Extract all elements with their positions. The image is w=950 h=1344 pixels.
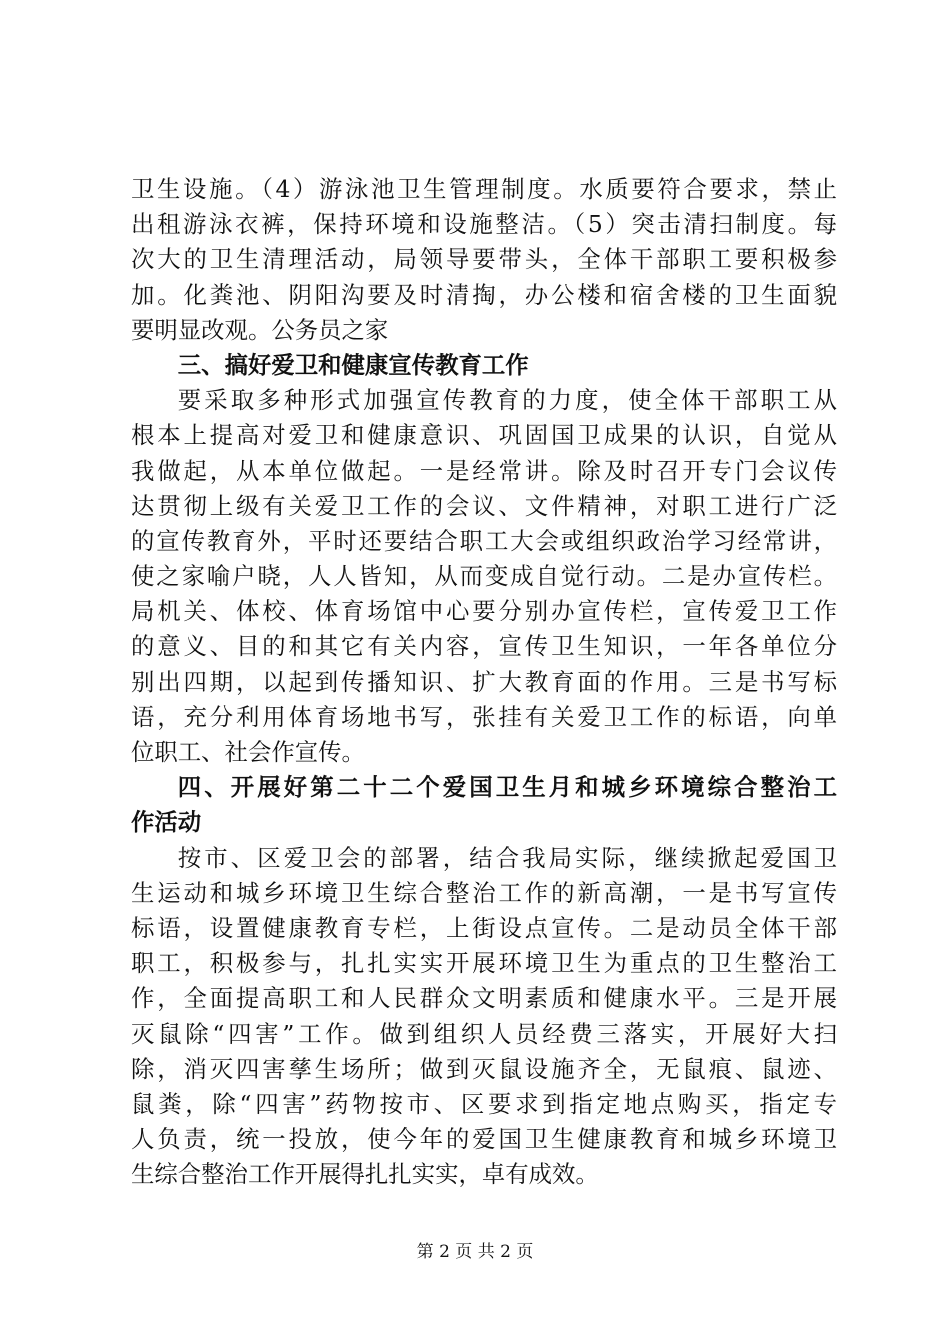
page-footer: 第 2 页 共 2 页 — [416, 1242, 534, 1262]
section-heading-line: 四、开展好第二十二个爱国卫生月和城乡环境综合整治工 — [177, 773, 837, 802]
section-heading-line: 作活动 — [131, 808, 202, 837]
paragraph-line: 要明显改观。公务员之家 — [131, 315, 389, 344]
paragraph-line: 我做起，从本单位做起。一是经常讲。除及时召开专门会议传 — [131, 456, 837, 485]
document-body — [131, 172, 837, 1192]
paragraph-line: 的意义、目的和其它有关内容，宣传卫生知识，一年各单位分 — [131, 632, 837, 661]
paragraph-line: 位职工、社会作宣传。 — [131, 738, 365, 766]
paragraph-line: 次大的卫生清理活动，局领导要带头，全体干部职工要积极参 — [131, 245, 837, 274]
paragraph-line: 要采取多种形式加强宣传教育的力度，使全体干部职工从 — [177, 386, 837, 415]
paragraph-line: 作，全面提高职工和人民群众文明素质和健康水平。三是开展 — [131, 984, 837, 1013]
paragraph-line: 生运动和城乡环境卫生综合整治工作的新高潮，一是书写宣传 — [131, 878, 837, 907]
paragraph-line: 使之家喻户晓，人人皆知，从而变成自觉行动。二是办宣传栏。 — [131, 562, 837, 591]
paragraph-line: 按市、区爱卫会的部署，结合我局实际，继续掀起爱国卫 — [177, 843, 837, 872]
paragraph-line: 生综合整治工作开展得扎扎实实，卓有成效。 — [131, 1160, 599, 1189]
paragraph-line: 灭鼠除“四害”工作。做到组织人员经费三落实，开展好大扫 — [131, 1019, 837, 1048]
paragraph-line: 加。化粪池、阴阳沟要及时清掏，办公楼和宿舍楼的卫生面貌 — [131, 280, 837, 309]
paragraph-line: 根本上提高对爱卫和健康意识、巩固国卫成果的认识，自觉从 — [131, 421, 837, 450]
paragraph-line: 语，充分利用体育场地书写，张挂有关爱卫工作的标语，向单 — [131, 702, 837, 731]
paragraph-line: 出租游泳衣裤，保持环境和设施整洁。（5）突击清扫制度。每 — [131, 210, 837, 239]
paragraph-line: 达贯彻上级有关爱卫工作的会议、文件精神，对职工进行广泛 — [131, 491, 837, 520]
paragraph-line: 职工，积极参与，扎扎实实开展环境卫生为重点的卫生整治工 — [131, 949, 837, 978]
paragraph-line: 卫生设施。（4）游泳池卫生管理制度。水质要符合要求，禁止 — [131, 175, 837, 203]
paragraph-line: 的宣传教育外，平时还要结合职工大会或组织政治学习经常讲， — [131, 526, 837, 555]
paragraph-line: 人负责，统一投放，使今年的爱国卫生健康教育和城乡环境卫 — [131, 1125, 837, 1154]
paragraph-line: 鼠粪，除“四害”药物按市、区要求到指定地点购买，指定专 — [131, 1089, 837, 1118]
paragraph-line: 标语，设置健康教育专栏，上街设点宣传。二是动员全体干部 — [131, 913, 837, 942]
paragraph-line: 局机关、体校、体育场馆中心要分别办宣传栏，宣传爱卫工作 — [131, 597, 837, 626]
paragraph-line: 除，消灭四害孳生场所；做到灭鼠设施齐全，无鼠痕、鼠迹、 — [131, 1054, 837, 1083]
section-heading-line: 三、搞好爱卫和健康宣传教育工作 — [177, 350, 529, 379]
paragraph-line: 别出四期，以起到传播知识、扩大教育面的作用。三是书写标 — [131, 667, 837, 696]
